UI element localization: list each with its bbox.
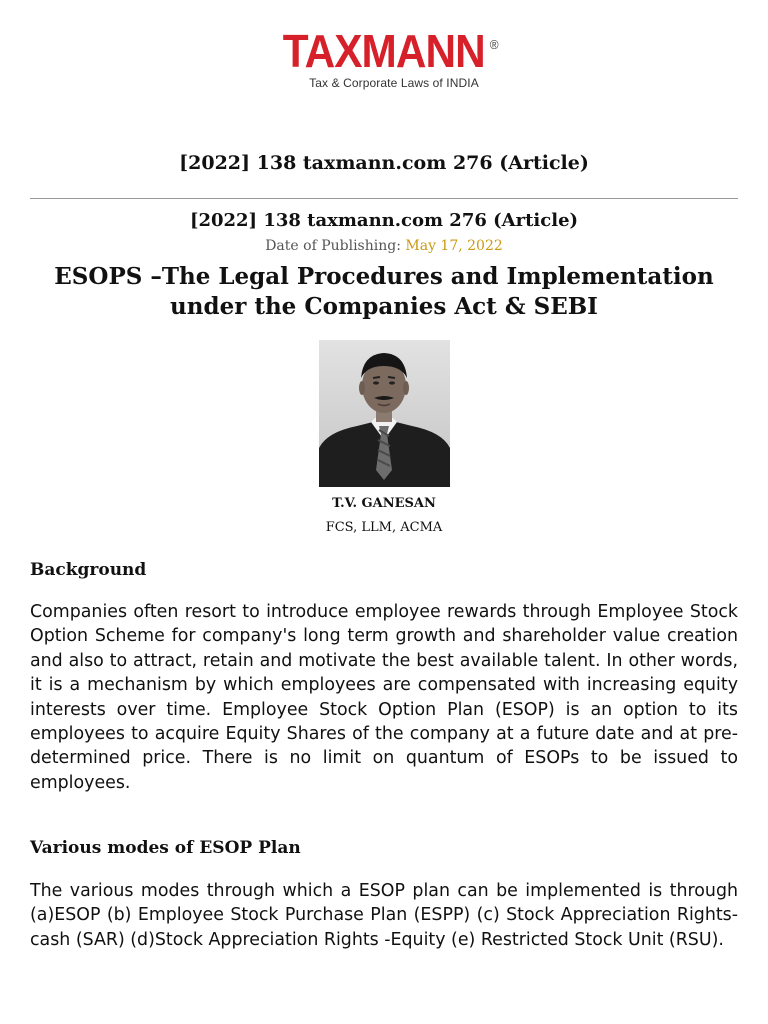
- publishing-date: [0, 238, 768, 254]
- taxmann-logo[interactable]: [0, 25, 768, 90]
- author-photo: [319, 340, 450, 487]
- article-title: ESOPS –The Legal Procedures and Implementation under the Companies Act & SEBI: [54, 263, 714, 320]
- author-portrait-icon: [319, 340, 450, 487]
- logo-tagline: Tax & Corporate Laws of INDIA: [309, 76, 479, 90]
- background-paragraph: Companies often resort to introduce employee rewards through Employee Stock Option Scheme for company's long term growth and shareholder value creation and also to attract, retain and motivate the best available talent. In other words, it is a mechanism by which employees are compensated with increasing equity interests over time. Employee Stock Option Plan (ESOP) is an option to its employees to acquire Equity Shares of the company at a future date and at pre-determined price. There is no limit on quantum of ESOPs to be issued to employees.: [30, 602, 738, 793]
- date-label: Date of Publishing:: [265, 238, 401, 254]
- divider: [30, 198, 738, 199]
- section-heading-esop-modes: Various modes of ESOP Plan: [30, 838, 301, 858]
- author-credentials: FCS, LLM, ACMA: [325, 520, 443, 535]
- document-citation: [2022] 138 taxmann.com 276 (Article): [179, 152, 589, 174]
- author-name: T.V. GANESAN: [332, 496, 436, 511]
- esop-modes-paragraph: The various modes through which a ESOP plan can be implemented is through (a)ESOP (b) Employee Stock Purchase Plan (ESPP) (c) Stock Appreciation Rights-cash (SAR) (d)Stock Appreciation Rights -Equity (e) Restricted Stock Unit (RSU).: [30, 881, 738, 950]
- logo-wordmark: [282, 25, 498, 77]
- article-citation: [2022] 138 taxmann.com 276 (Article): [189, 210, 579, 231]
- logo-name: TAXMANN: [282, 25, 485, 77]
- date-value: May 17, 2022: [405, 238, 503, 254]
- registered-mark: ®: [489, 37, 498, 52]
- section-heading-background: Background: [30, 560, 147, 580]
